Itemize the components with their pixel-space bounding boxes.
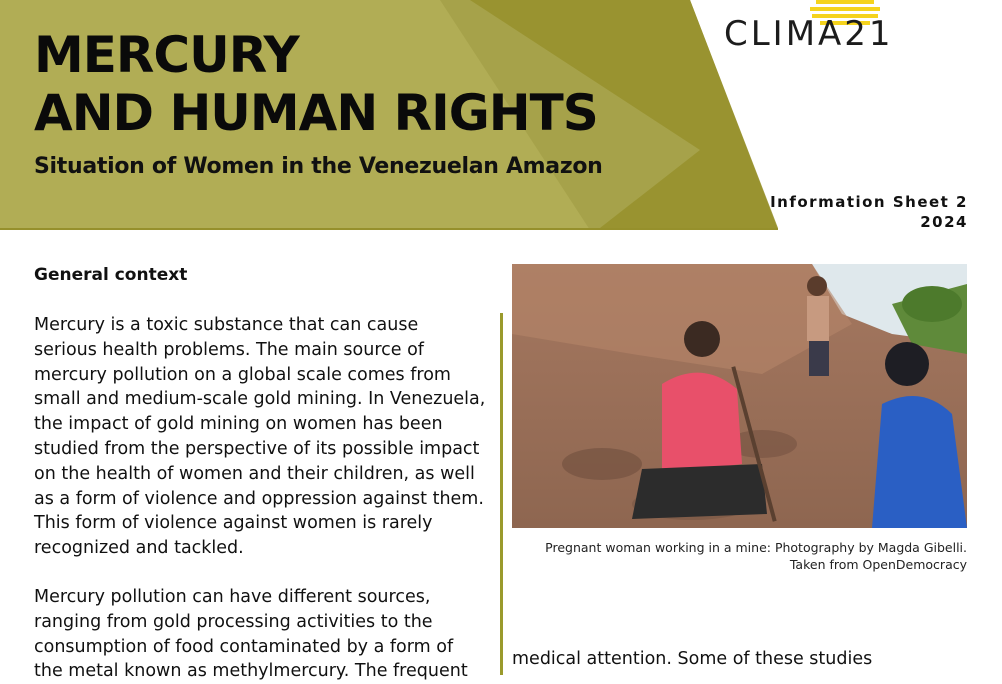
logo-text: CLIMA21 — [724, 14, 894, 54]
column-divider — [500, 313, 503, 675]
section-heading: General context — [34, 265, 188, 285]
clima21-logo — [724, 0, 970, 60]
mine-photo — [512, 264, 967, 528]
title-line-1: MERCURY — [34, 26, 299, 84]
photo-caption — [512, 539, 967, 573]
caption-line-2: Taken from OpenDemocracy — [789, 557, 967, 572]
caption-line-1: Pregnant woman working in a mine: Photography by Magda Gibelli. — [545, 540, 967, 555]
page-title — [34, 26, 598, 142]
sheet-info — [770, 192, 968, 232]
banner-bottom-edge — [0, 228, 778, 230]
paragraph-2: Mercury pollution can have different sources, ranging from gold processing activities to the consumption of food contaminated by a form of the metal known as methylmercury. The frequent — [34, 587, 468, 682]
sheet-year: 2024 — [920, 213, 968, 231]
sheet-label: Information Sheet 2 — [770, 193, 968, 211]
title-line-2: AND HUMAN RIGHTS — [34, 84, 598, 142]
paragraph-1: Mercury is a toxic substance that can cause serious health problems. The main source of mercury pollution on a global scale comes from small and medium-scale gold mining. In Venezuela, the impact of gold mining on women has been studied from the perspective of its possible impact on the health of women and their children, as well as a form of violence and oppression against them. This form of violence against women is rarely recognized and tackled. — [34, 315, 486, 559]
right-column-text: medical attention. Some of these studies — [512, 649, 873, 669]
page-subtitle: Situation of Women in the Venezuelan Amazon — [34, 154, 603, 179]
